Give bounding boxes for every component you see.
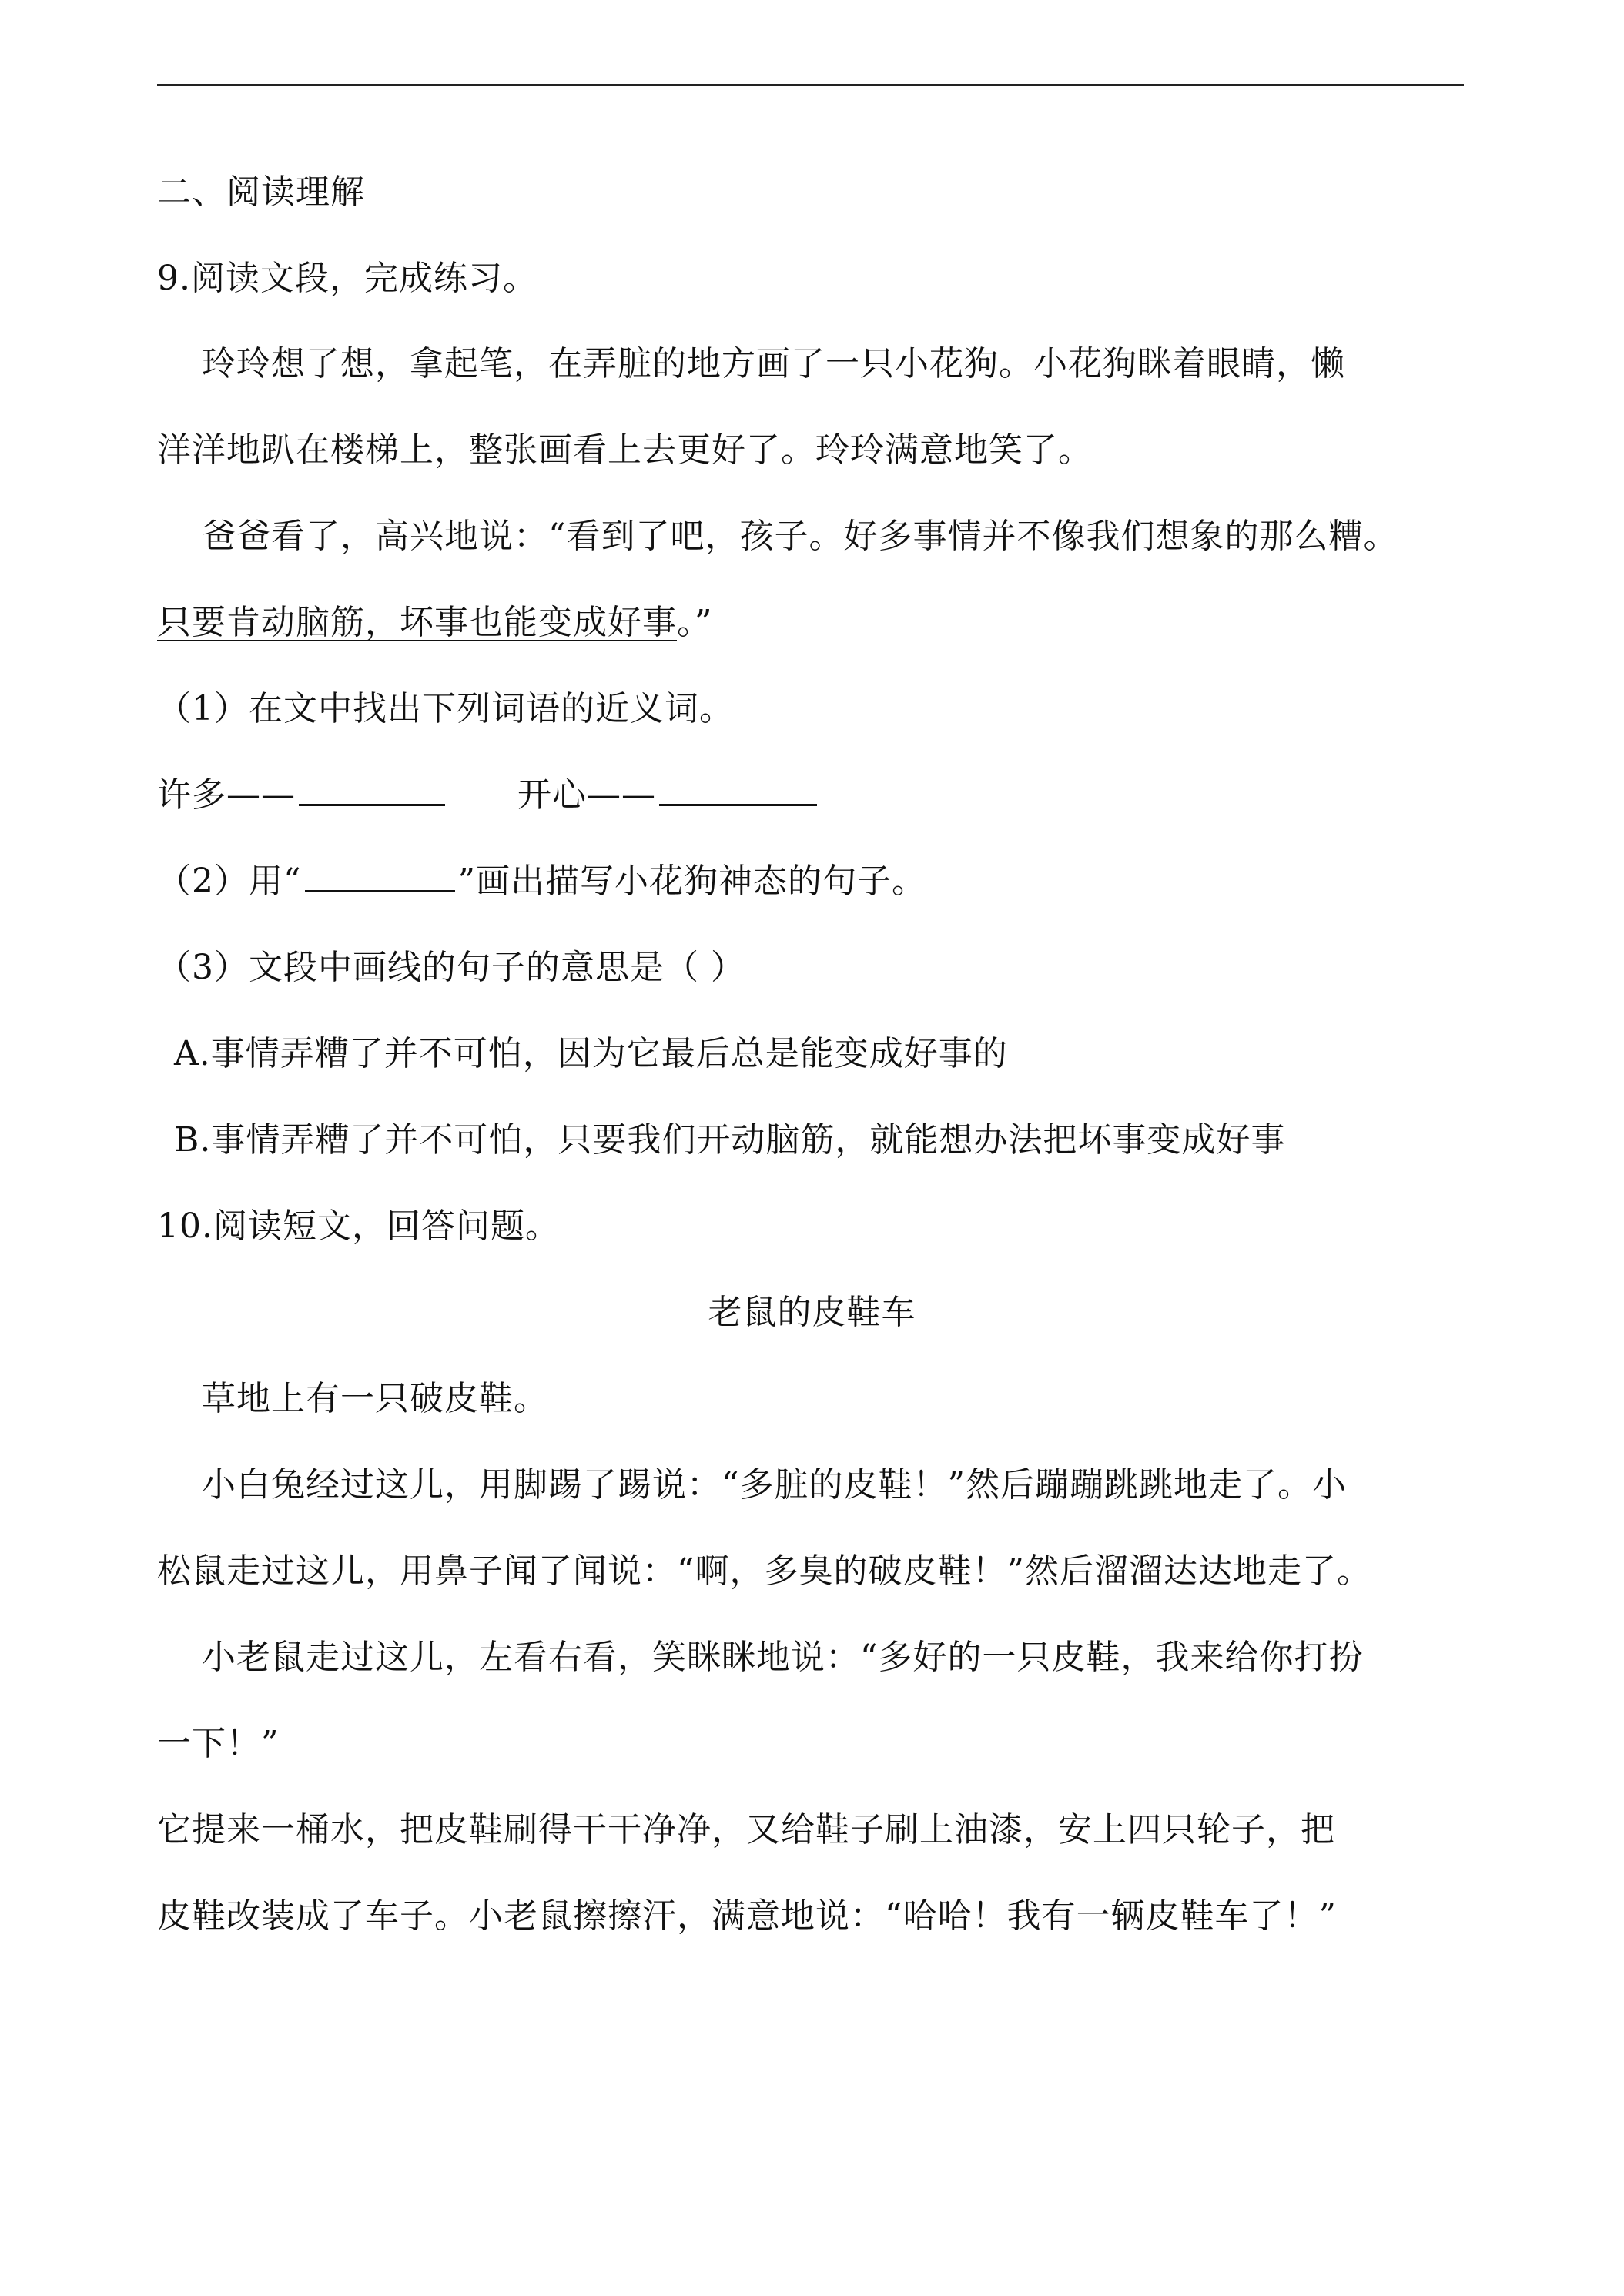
question-9-prompt: 9.阅读文段，完成练习。 [157,259,537,298]
sub-question-2-before: （2）用“ [157,862,302,901]
synonym-word-1: 许多—— [157,775,296,815]
story-line-5: 一下！” [157,1724,280,1763]
story-line-4: 小老鼠走过这儿，左看右看，笑眯眯地说：“多好的一只皮鞋，我来给你打扮 [202,1638,1364,1677]
section-heading: 二、阅读理解 [157,172,365,212]
passage-paragraph-2-line-2 [157,600,713,646]
option-a: A.事情弄糟了并不可怕，因为它最后总是能变成好事的 [174,1034,1008,1073]
synonym-blank-1[interactable] [299,775,445,806]
story-line-1: 草地上有一只破皮鞋。 [202,1379,548,1418]
sub-question-2 [157,858,926,905]
sub-question-3: （3）文段中画线的句子的意思是（ ） [157,948,745,987]
story-line-7: 皮鞋改装成了车子。小老鼠擦擦汗，满意地说：“哈哈！我有一辆皮鞋车了！” [157,1896,1337,1936]
story-line-2: 小白兔经过这儿，用脚踢了踢说：“多脏的皮鞋！”然后蹦蹦跳跳地走了。小 [202,1465,1347,1504]
option-b: B.事情弄糟了并不可怕，只要我们开动脑筋，就能想办法把坏事变成好事 [174,1120,1286,1160]
story-line-3: 松鼠走过这儿，用鼻子闻了闻说：“啊，多臭的破皮鞋！”然后溜溜达达地走了。 [157,1551,1371,1591]
closing-quote: 。” [677,603,713,642]
story-line-6: 它提来一桶水，把皮鞋刷得干干净净，又给鞋子刷上油漆，安上四只轮子，把 [157,1810,1335,1849]
passage-paragraph-1-line-2: 洋洋地趴在楼梯上，整张画看上去更好了。玲玲满意地笑了。 [157,430,1093,470]
sub-question-1: （1）在文中找出下列词语的近义词。 [157,689,734,728]
question-10-prompt: 10.阅读短文，回答问题。 [157,1207,560,1246]
story-title: 老鼠的皮鞋车 [708,1293,916,1332]
synonym-row [157,772,820,818]
sub-question-2-after: ”画出描写小花狗神态的句子。 [457,862,926,901]
synonym-word-2: 开心—— [517,775,656,815]
passage-paragraph-1-line-1: 玲玲想了想，拿起笔，在弄脏的地方画了一只小花狗。小花狗眯着眼睛，懒 [202,344,1345,383]
header-rule [157,84,1464,86]
underline-mark-sample [305,861,455,892]
underlined-sentence: 只要肯动脑筋，坏事也能变成好事 [157,603,677,642]
synonym-blank-2[interactable] [659,775,817,806]
passage-paragraph-2-line-1: 爸爸看了，高兴地说：“看到了吧，孩子。好多事情并不像我们想象的那么糟。 [202,517,1398,556]
